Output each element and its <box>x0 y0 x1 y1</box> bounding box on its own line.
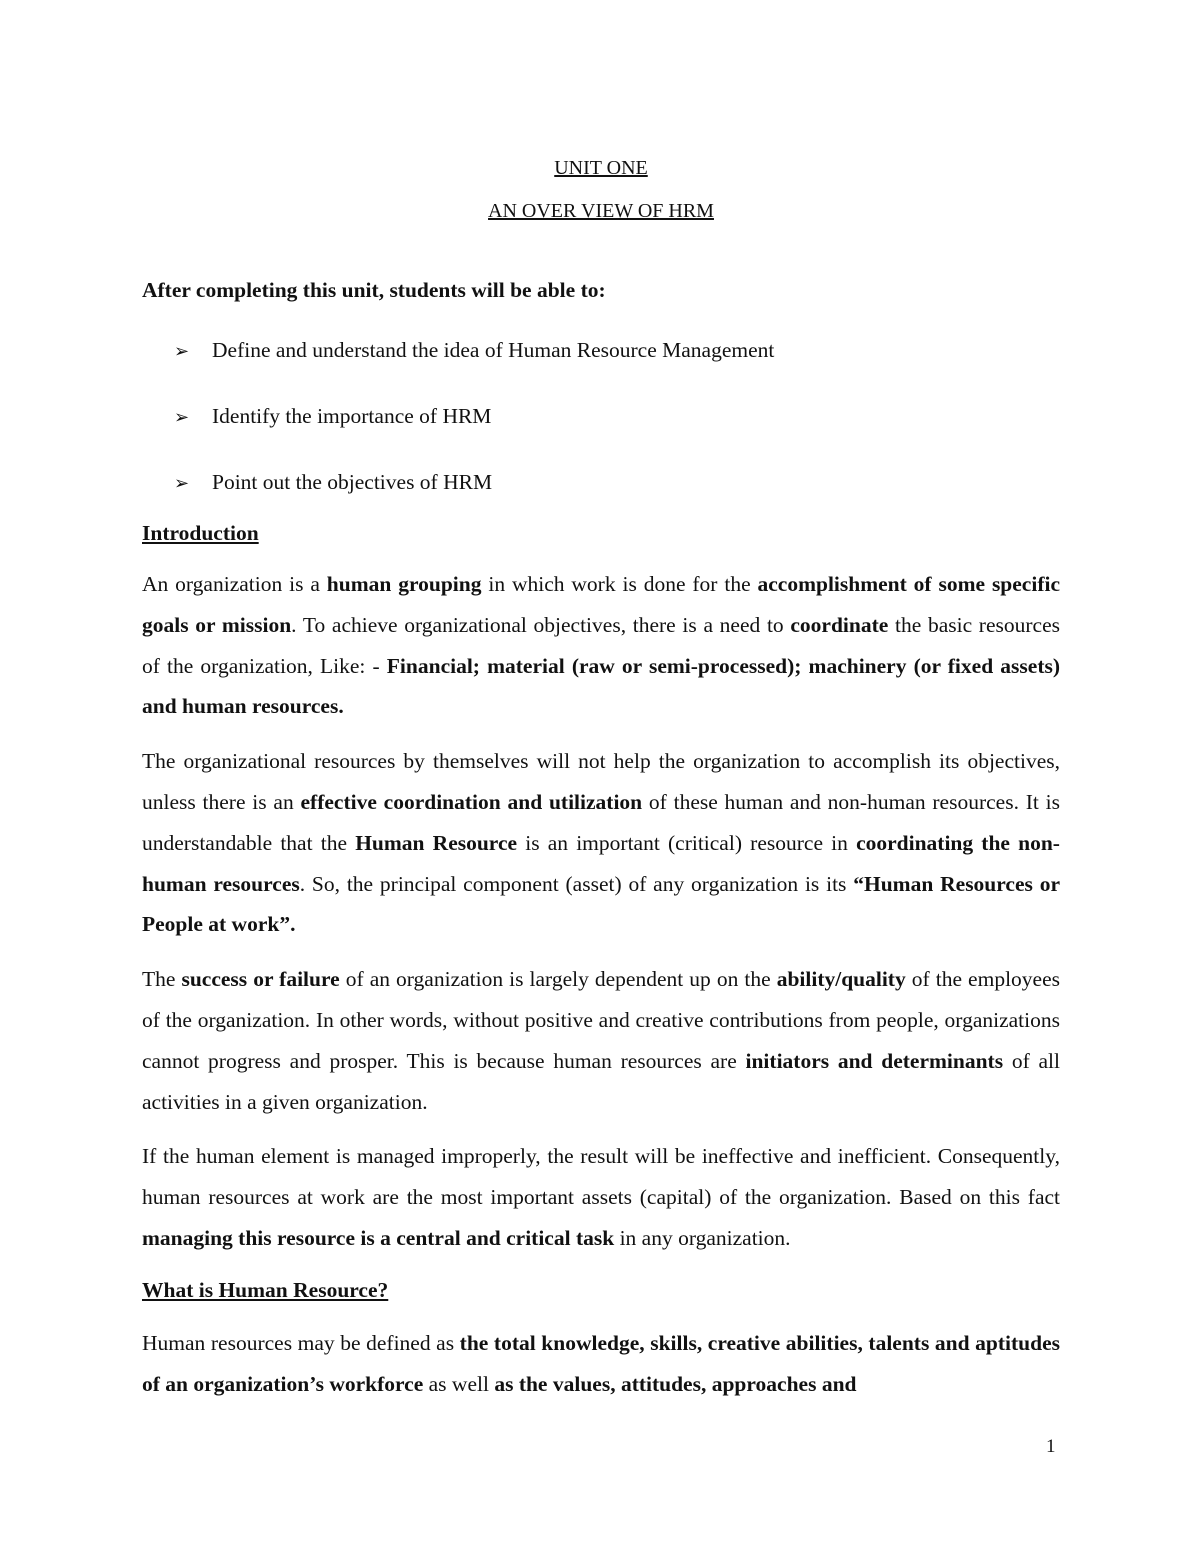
introduction-paragraph-2: The organizational resources by themselves will not help the organization to accomplish its objectives, unless there is an effective coordination and utilization of these human and non-human resources. It is understandable that the Human Resource is an important (critical) resource in coordinating the non-human resources. So, the principal component (asset) of any organization is its “Human Resources or People at work”. <box>142 749 1060 937</box>
arrowhead-bullet-icon: ➢ <box>174 473 190 493</box>
introduction-paragraph-4: If the human element is managed improperly, the result will be ineffective and inefficient. Consequently, human resources at work are the most important assets (capital) of the organization. Based on this fact managing this resource is a central and critical task in any organization. <box>142 1144 1060 1250</box>
introduction-paragraph-3: The success or failure of an organization is largely dependent up on the ability/quality of the employees of the organization. In other words, without positive and creative contributions from people, organizations cannot progress and prosper. This is because human resources are initiators and determinants of all activities in a given organization. <box>142 967 1060 1114</box>
unit-label: UNIT ONE <box>554 157 648 179</box>
page-number: 1 <box>1046 1436 1056 1457</box>
introduction-heading: Introduction <box>142 521 259 545</box>
what-is-hr-heading: What is Human Resource? <box>142 1277 389 1302</box>
page-content <box>142 150 1060 1404</box>
list-item <box>142 401 1060 432</box>
list-item <box>142 467 1060 498</box>
objectives-lead: After completing this unit, students will be able to: <box>142 278 606 302</box>
objectives-list <box>142 335 1060 498</box>
what-is-hr-paragraph-1: Human resources may be defined as the total knowledge, skills, creative abilities, talents and aptitudes of an organization’s workforce as well as the values, attitudes, approaches and <box>142 1330 1060 1396</box>
introduction-paragraph-1: An organization is a human grouping in which work is done for the accomplishment of some specific goals or mission. To achieve organizational objectives, there is a need to coordinate the basic resources of the organization, Like: - Financial; material (raw or semi-processed); machinery (or fixed assets) and human resources. <box>142 572 1060 719</box>
list-item-text: Define and understand the idea of Human Resource Management <box>212 338 775 362</box>
arrowhead-bullet-icon: ➢ <box>174 407 190 427</box>
document-title: AN OVER VIEW OF HRM <box>488 200 714 222</box>
list-item <box>142 335 1060 366</box>
list-item-text: Identify the importance of HRM <box>212 404 492 428</box>
arrowhead-bullet-icon: ➢ <box>174 341 190 361</box>
list-item-text: Point out the objectives of HRM <box>212 470 493 494</box>
